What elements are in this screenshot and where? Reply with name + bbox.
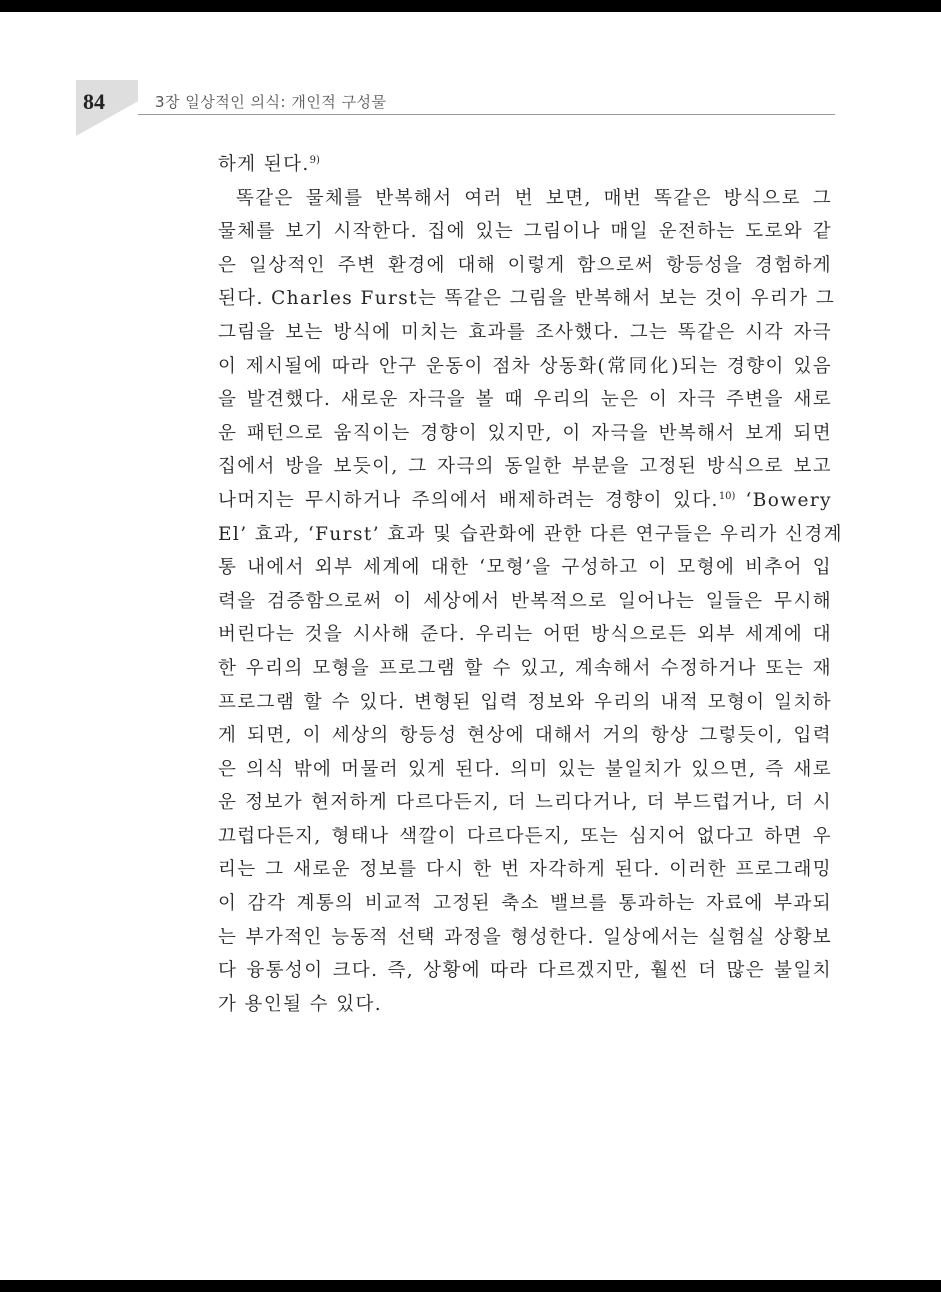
text-line: 물체를 보기 시작한다. 집에 있는 그림이나 매일 운전하는 도로와 같 [218, 221, 832, 243]
text-line: 는 부가적인 능동적 선택 과정을 형성한다. 일상에서는 실험실 상황보 [218, 926, 832, 948]
text-line: 을 발견했다. 새로운 자극을 볼 때 우리의 눈은 이 자극 주변을 새로 [218, 389, 832, 411]
page-top-edge [0, 0, 941, 12]
text-line: 은 일상적인 주변 환경에 대해 이렇게 함으로써 항등성을 경험하게 [218, 254, 832, 276]
text-line: 운 패턴으로 움직이는 경향이 있지만, 이 자극을 반복해서 보게 되면 [218, 422, 832, 444]
page-bottom-edge [0, 1280, 941, 1292]
page-header [0, 80, 941, 140]
text-line: 운 정보가 현저하게 다르다든지, 더 느리다거나, 더 부드럽거나, 더 시 [218, 792, 832, 814]
footnote-marker: 9) [309, 154, 320, 166]
text-line: 리는 그 새로운 정보를 다시 한 번 자각하게 된다. 이러한 프로그래밍 [218, 859, 832, 881]
page-number: 84 [83, 89, 105, 114]
text-line: 은 의식 밖에 머물러 있게 된다. 의미 있는 불일치가 있으면, 즉 새로 [218, 758, 832, 780]
text-line: 게 되면, 이 세상의 항등성 현상에 대해서 거의 항상 그렇듯이, 입력 [218, 725, 832, 747]
text-line: 된다. Charles Furst는 똑같은 그림을 반복해서 보는 것이 우리가 그 [218, 288, 836, 310]
text-line: 집에서 방을 보듯이, 그 자극의 동일한 부분을 고정된 방식으로 보고 [218, 456, 832, 478]
text-line: 그림을 보는 방식에 미치는 효과를 조사했다. 그는 똑같은 시각 자극 [218, 321, 832, 343]
footnote-marker: 10) [718, 490, 736, 502]
text-line: 버린다는 것을 시사해 준다. 우리는 어떤 방식으로든 외부 세계에 대 [218, 624, 832, 646]
text-line: 끄럽다든지, 형태나 색깔이 다르다든지, 또는 심지어 없다고 하면 우 [218, 825, 832, 847]
text-line: 이 감각 계통의 비교적 고정된 축소 밸브를 통과하는 자료에 부과되 [218, 893, 832, 915]
text-line: 하게 된다.$^{9)}$ [218, 154, 320, 175]
text-line: 이 제시될에 따라 안구 운동이 점차 상동화(常同化)되는 경향이 있음 [218, 355, 832, 377]
header-rule [138, 114, 835, 115]
text-line: 다 융통성이 크다. 즉, 상황에 따라 다르겠지만, 훨씬 더 많은 불일치 [218, 960, 832, 982]
text-line: El’ 효과, ‘Furst’ 효과 및 습관화에 관한 다른 연구들은 우리가 신경계 [218, 523, 843, 545]
text-line: 력을 검증함으로써 이 세상에서 반복적으로 일어나는 일들은 무시해 [218, 590, 832, 612]
body-text [218, 148, 843, 1021]
text-line: 통 내에서 외부 세계에 대한 ‘모형’을 구성하고 이 모형에 비추어 입 [218, 557, 832, 579]
text-line: 똑같은 물체를 반복해서 여러 번 보면, 매번 똑같은 방식으로 그 [236, 187, 832, 209]
text-line: 가 용인될 수 있다. [218, 993, 383, 1015]
text-line: 나머지는 무시하거나 주의에서 배제하려는 경향이 있다.$^{10)}$ ‘Bowery [218, 489, 833, 511]
text-line: 한 우리의 모형을 프로그램 할 수 있고, 계속해서 수정하거나 또는 재 [218, 657, 832, 679]
text-line: 프로그램 할 수 있다. 변형된 입력 정보와 우리의 내적 모형이 일치하 [218, 691, 832, 713]
running-head: 3장 일상적인 의식: 개인적 구성물 [155, 93, 387, 111]
